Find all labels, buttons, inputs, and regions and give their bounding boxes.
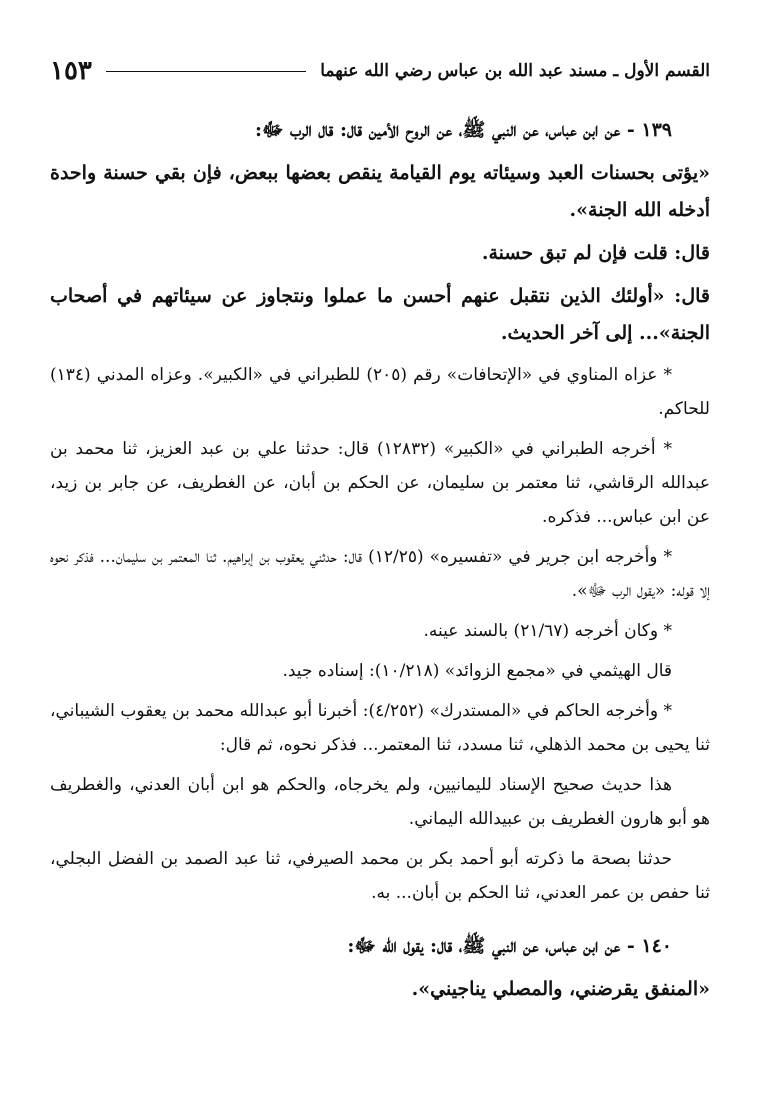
hadith-140-text: «المنفق يقرضني، والمصلي يناجيني». — [411, 978, 710, 1000]
hadith-139-question: قال: قلت فإن لم تبق حسنة. — [481, 242, 710, 264]
header-rule — [106, 71, 306, 72]
takhrij-note: هذا حديث صحيح الإسناد لليمانيين، ولم يخرجاه، والحكم هو ابن أبان العدني، والغطريف هو أبو هارون الغطريف بن عبيدالله اليماني. — [50, 775, 710, 829]
takhrij-note: * وكان أخرجه (٢١/٦٧) بالسند عينه. — [423, 621, 672, 641]
hadith-139-text: «يؤتى بحسنات العبد وسيئاته يوم القيامة ينقص بعضها ببعض، فإن بقي حسنة واحدة أدخله الله الجنة». — [50, 162, 710, 221]
hadith-139-answer: قال: «أولئك الذين نتقبل عنهم أحسن ما عملوا ونتجاوز عن سيئاتهم في أصحاب الجنة»... إلى آخر الحديث. — [50, 285, 710, 344]
takhrij-note: * وأخرجه ابن جرير في «تفسيره» (١٢/٢٥) قال: حدثني يعقوب بن إبراهيم. ثنا المعتمر بن سليمان... فذكر نحوه إلا قوله: «يقول الرب ﷻ». — [50, 547, 710, 601]
page-number: ١٥٣ — [50, 56, 92, 86]
running-header — [50, 52, 710, 90]
running-title: القسم الأول ـ مسند عبد الله بن عباس رضي الله عنهما — [320, 61, 710, 81]
hadith-139-chain: ١٣٩ - عن ابن عباس، عن النبي ﷺ، عن الروح الأمين قال: قال الرب ﷻ: — [254, 119, 672, 141]
takhrij-note: * وأخرجه الحاكم في «المستدرك» (٤/٢٥٢): أخبرنا أبو عبدالله محمد بن يعقوب الشيباني، ثنا يحيى بن محمد الذهلي، ثنا مسدد، ثنا المعتمر... فذكر نحوه، ثم قال: — [50, 701, 710, 755]
takhrij-note: * أخرجه الطبراني في «الكبير» (١٢٨٣٢) قال: حدثنا علي بن عبد العزيز، ثنا محمد بن عبدالله الرقاشي، ثنا معتمر بن سليمان، عن الحكم بن أبان، عن الغطريف، عن جابر بن زيد، عن ابن عباس... فذكره. — [50, 439, 710, 527]
book-page — [50, 52, 710, 1014]
takhrij-note: قال الهيثمي في «مجمع الزوائد» (١٠/٢١٨): إسناده جيد. — [282, 661, 672, 681]
takhrij-note: حدثنا بصحة ما ذكرته أبو أحمد بكر بن محمد الصيرفي، ثنا عبد الصمد بن الفضل البجلي، ثنا حفص بن عمر العدني، ثنا الحكم بن أبان... به. — [50, 849, 710, 903]
hadith-140-chain: ١٤٠ - عن ابن عباس، عن النبي ﷺ، قال: يقول الله ﷻ: — [347, 935, 672, 957]
takhrij-note: * عزاه المناوي في «الإتحافات» رقم (٢٠٥) للطبراني في «الكبير». وعزاه المدني (١٣٤) للحاكم. — [50, 365, 710, 419]
